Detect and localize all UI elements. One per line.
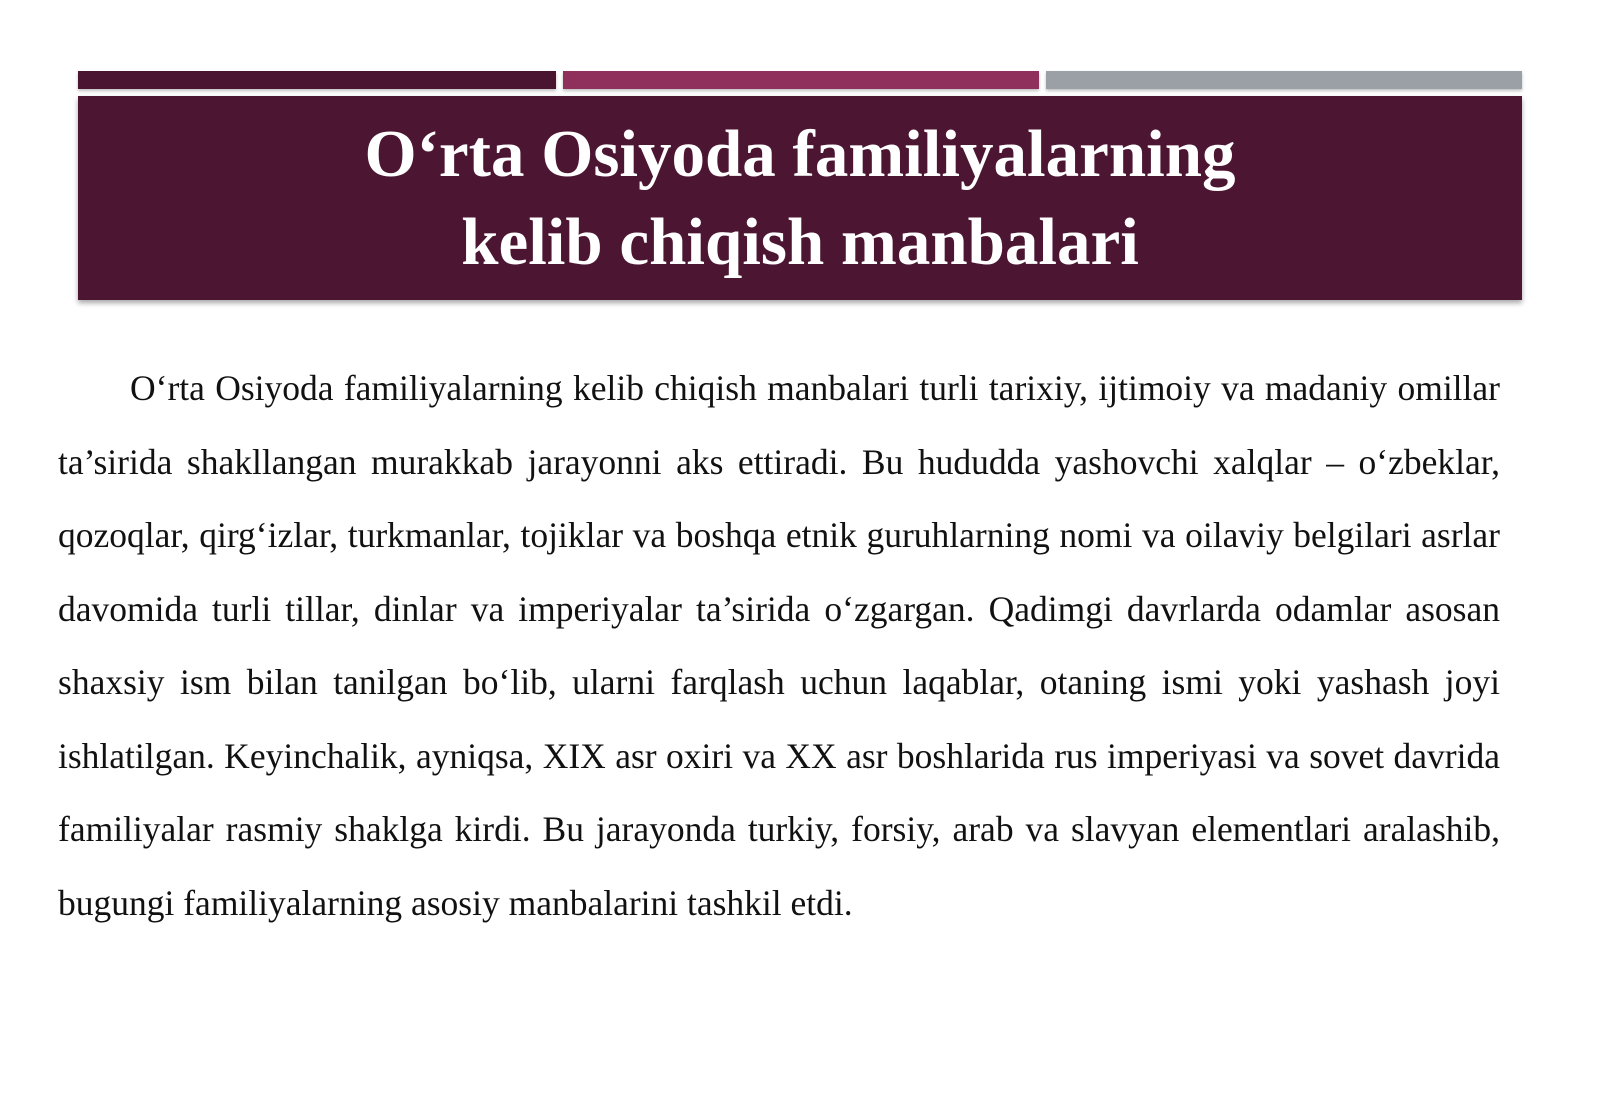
slide-title (150, 110, 1450, 286)
body-paragraph: O‘rta Osiyoda familiyalarning kelib chiqish manbalari turli tarixiy, ijtimoiy va madaniy omillar ta’sirida shakllangan murakkab jarayonni aks ettiradi. Bu hududda yashovchi xalqlar – o‘zbeklar, qozoqlar, qirg‘izlar, turkmanlar, tojiklar va boshqa etnik guruhlarning nomi va oilaviy belgilari asrlar davomida turli tillar, dinlar va imperiyalar ta’sirida o‘zgargan. Qadimgi davrlarda odamlar asosan shaxsiy ism bilan tanilgan bo‘lib, ularni farqlash uchun laqablar, otaning ismi yoki yashash joyi ishlatilgan. Keyinchalik, ayniqsa, XIX asr oxiri va XX asr boshlarida rus imperiyasi va sovet davrida familiyalar rasmiy shaklga kirdi. Bu jarayonda turkiy, forsiy, arab va slavyan elementlari aralashib, bugungi familiyalarning asosiy manbalarini tashkil etdi. (58, 368, 1500, 923)
title-banner (78, 96, 1522, 300)
slide-title-line-1: O‘rta Osiyoda familiyalarning (364, 117, 1236, 191)
accent-bar-gray (1046, 71, 1522, 89)
accent-bar-magenta (563, 71, 1039, 89)
accent-bar-dark (78, 71, 556, 89)
slide-title-line-2: kelib chiqish manbalari (461, 205, 1139, 279)
